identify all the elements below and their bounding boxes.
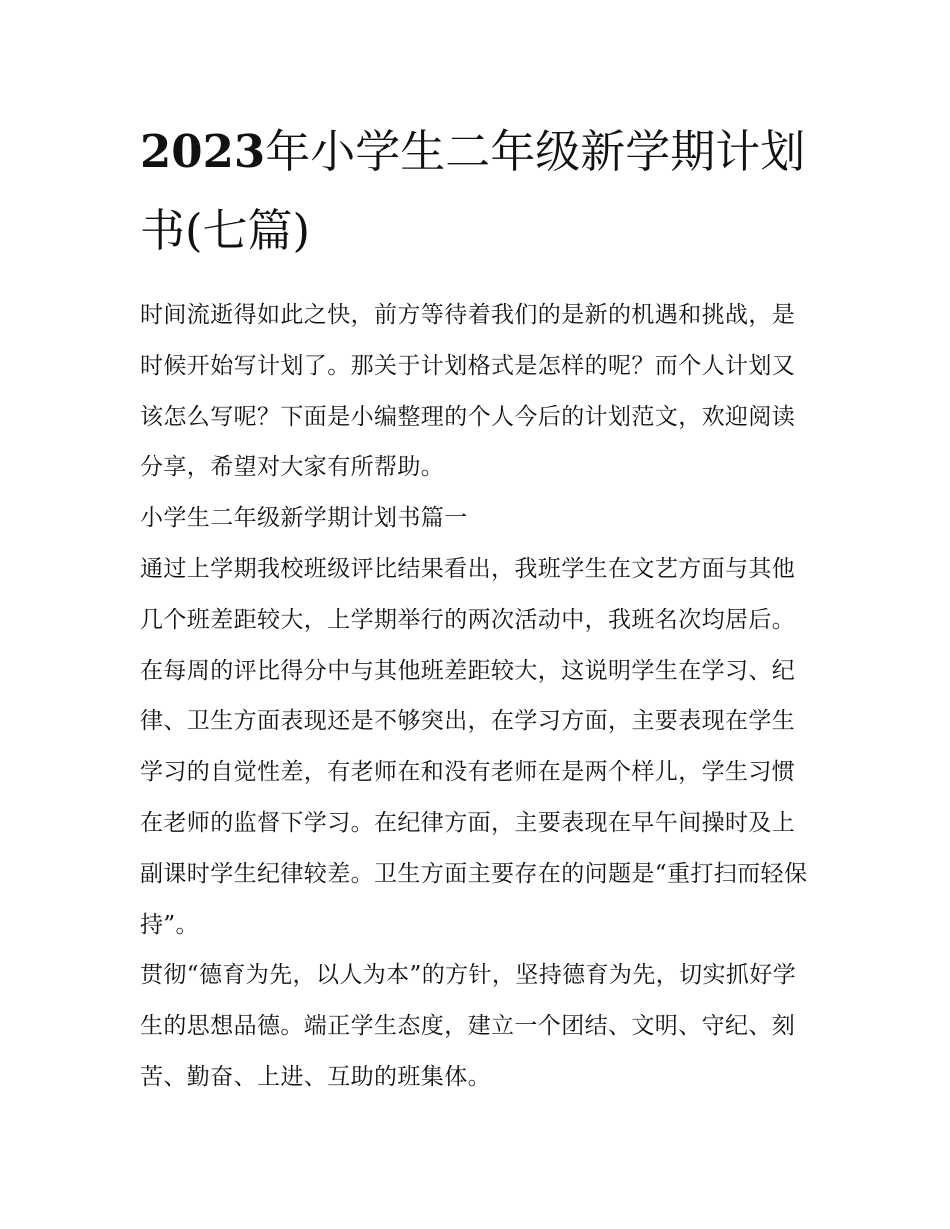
intro-paragraph: 时间流逝得如此之快，前方等待着我们的是新的机遇和挑战，是时候开始写计划了。那关于计划格式是怎样的呢？而个人计划又该怎么写呢？下面是小编整理的个人今后的计划范文，欢迎阅读分享，希望对大家有所帮助。 xyxy=(140,302,796,481)
document-title: 2023年小学生二年级新学期计划书(七篇) xyxy=(140,125,806,257)
title-year: 2023 xyxy=(140,125,266,178)
body-paragraph: 通过上学期我校班级评比结果看出，我班学生在文艺方面与其他几个班差距较大，上学期举行的两次活动中，我班名次均居后。在每周的评比得分中与其他班差距较大，这说明学生在学习、纪律、卫生方面表现还是不够突出，在学习方面，主要表现在学生学习的自觉性差，有老师在和没有老师在是两个样儿，学生习惯在老师的监督下学习。在纪律方面，主要表现在早午间操时及上副课时学生纪律较差。卫生方面主要存在的问题是“重打扫而轻保持”。 xyxy=(140,555,808,938)
document-page xyxy=(140,112,812,1103)
body-paragraph: 贯彻“德育为先，以人为本”的方针，坚持德育为先，切实抓好学生的思想品德。端正学生态度，建立一个团结、文明、守纪、刻苦、勤奋、上进、互助的班集体。 xyxy=(140,962,797,1090)
document-body xyxy=(140,290,812,1103)
section-heading: 小学生二年级新学期计划书篇一 xyxy=(140,505,468,532)
